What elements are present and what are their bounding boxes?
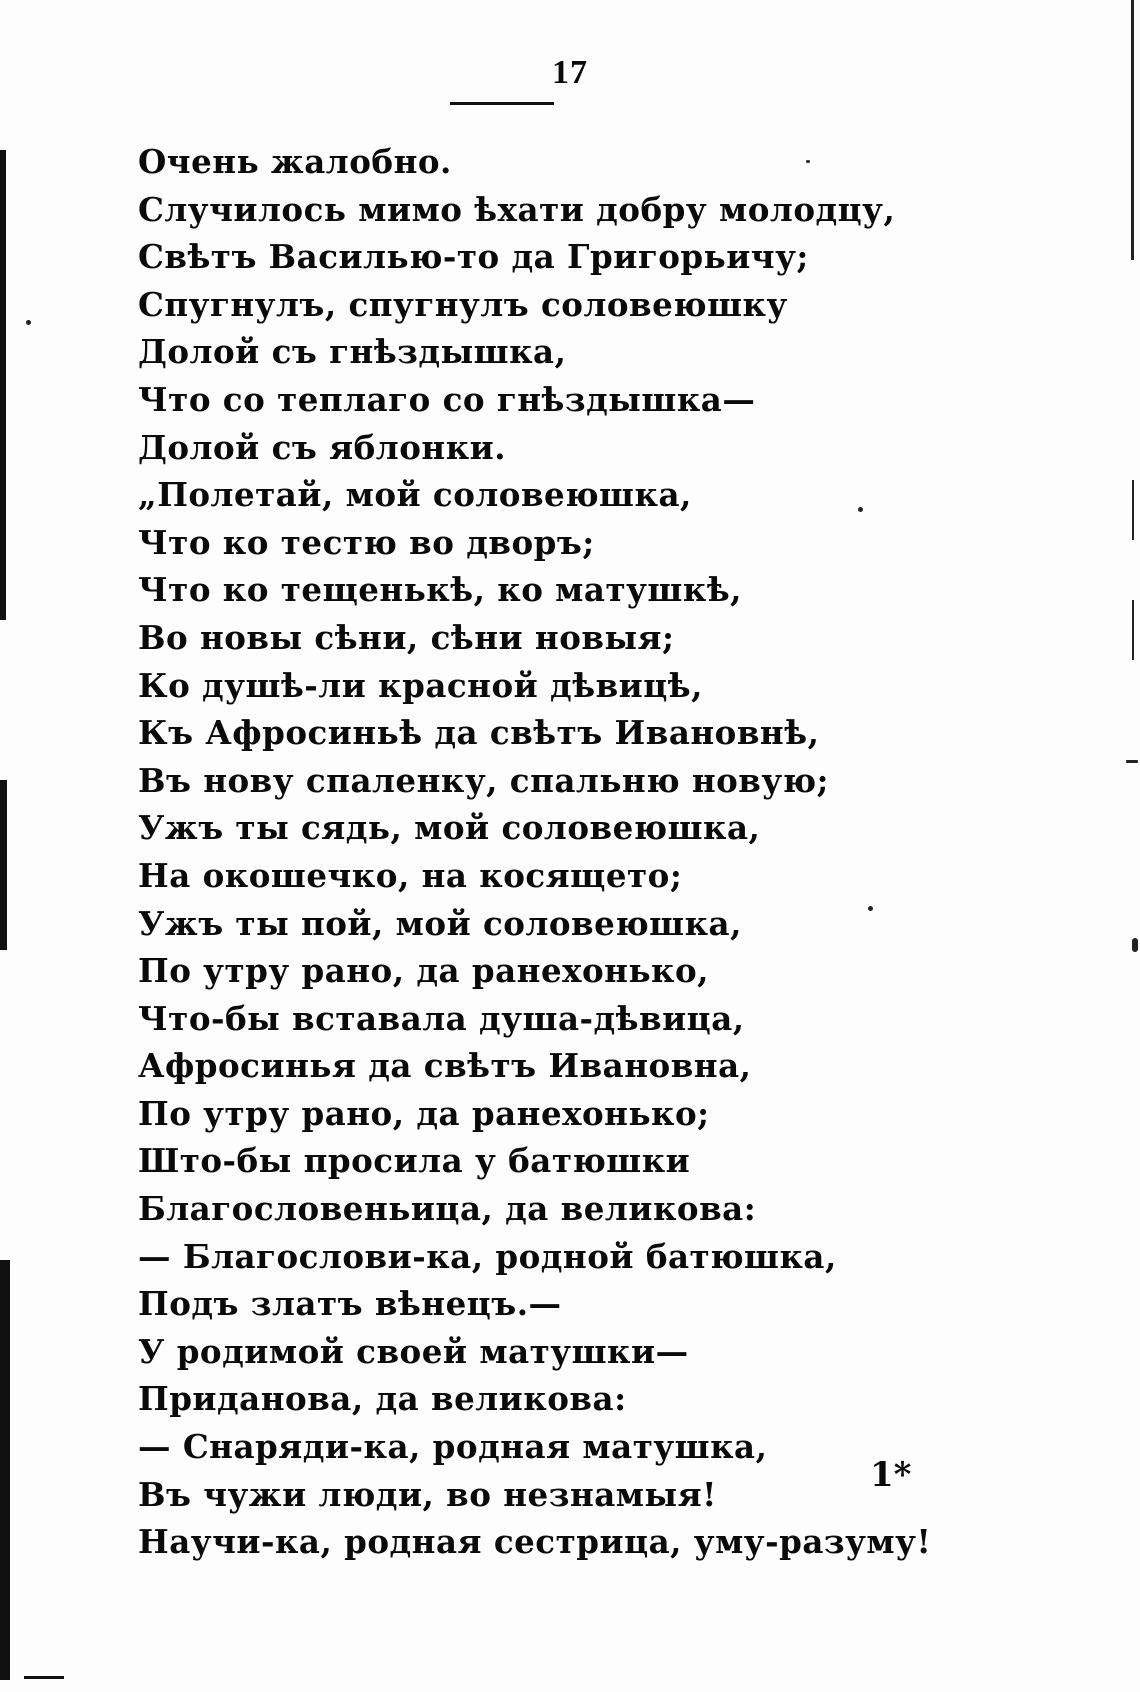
- poem-line: Приданова, да великова:: [138, 1379, 627, 1419]
- scan-edge-mark: [1131, 0, 1134, 260]
- poem-line: Ужъ ты пой, мой соловеюшка,: [138, 903, 742, 943]
- poem-line: — Снаряди-ка, родная матушка,: [138, 1427, 768, 1467]
- signature-mark: 1*: [870, 1455, 912, 1495]
- poem-line: Случилось мимо ѣхати добру молодцу,: [138, 189, 896, 229]
- scan-speck: [26, 320, 31, 325]
- scan-edge-mark: [1132, 600, 1134, 660]
- poem-line: Свѣтъ Василью-то да Григорьичу;: [138, 237, 809, 277]
- scan-edge-mark: [0, 150, 6, 620]
- poem-line: У родимой своей матушки—: [138, 1331, 689, 1371]
- poem-line: Ко душѣ-ли красной дѣвицѣ,: [138, 665, 703, 705]
- poem-line: Что со теплаго со гнѣздышка—: [138, 379, 756, 419]
- scan-edge-mark: [0, 780, 7, 950]
- page-number-underline: [450, 102, 554, 105]
- page-number: 17: [552, 54, 588, 91]
- poem-line: По утру рано, да ранехонько;: [138, 1093, 710, 1133]
- scan-edge-mark: [0, 1260, 10, 1680]
- poem-line: Въ чужи люди, во незнамыя!: [138, 1474, 717, 1514]
- poem-line: Долой съ яблонки.: [138, 427, 507, 467]
- poem-line: Къ Афросиньѣ да свѣтъ Ивановнѣ,: [138, 713, 820, 753]
- poem-line: Ужъ ты сядь, мой соловеюшка,: [138, 808, 761, 848]
- poem-text: [138, 138, 1018, 1566]
- scan-speck: [1132, 938, 1138, 952]
- poem-line: Долой съ гнѣздышка,: [138, 332, 567, 372]
- poem-line: Во новы сѣни, сѣни новыя;: [138, 617, 675, 657]
- scan-speck: [1126, 760, 1138, 763]
- scan-edge-mark: [1132, 480, 1134, 540]
- poem-line: „Полетай, мой соловеюшка,: [138, 475, 692, 515]
- poem-line: На окошечко, на косящето;: [138, 855, 683, 895]
- poem-line: Что ко тестю во дворъ;: [138, 522, 595, 562]
- poem-line: — Благослови-ка, родной батюшка,: [138, 1236, 837, 1276]
- poem-line: По утру рано, да ранехонько,: [138, 951, 709, 991]
- scan-edge-mark: [24, 1676, 64, 1679]
- poem-line: Что-бы вставала душа-дѣвица,: [138, 998, 745, 1038]
- poem-line: Очень жалобно.: [138, 142, 452, 181]
- poem-line: Научи-ка, родная сестрица, уму-разуму!: [138, 1522, 932, 1562]
- poem-line: Благословеньица, да великова:: [138, 1189, 757, 1229]
- poem-line: Афросинья да свѣтъ Ивановна,: [138, 1046, 752, 1086]
- poem-line: Что ко тещенькѣ, ко матушкѣ,: [138, 570, 742, 610]
- poem-line: Въ нову спаленку, спальню новую;: [138, 760, 830, 800]
- poem-line: Спугнулъ, спугнулъ соловеюшку: [138, 284, 788, 324]
- poem-line: Подъ златъ вѣнецъ.—: [138, 1284, 562, 1324]
- poem-line: Што-бы просила у батюшки: [138, 1141, 691, 1181]
